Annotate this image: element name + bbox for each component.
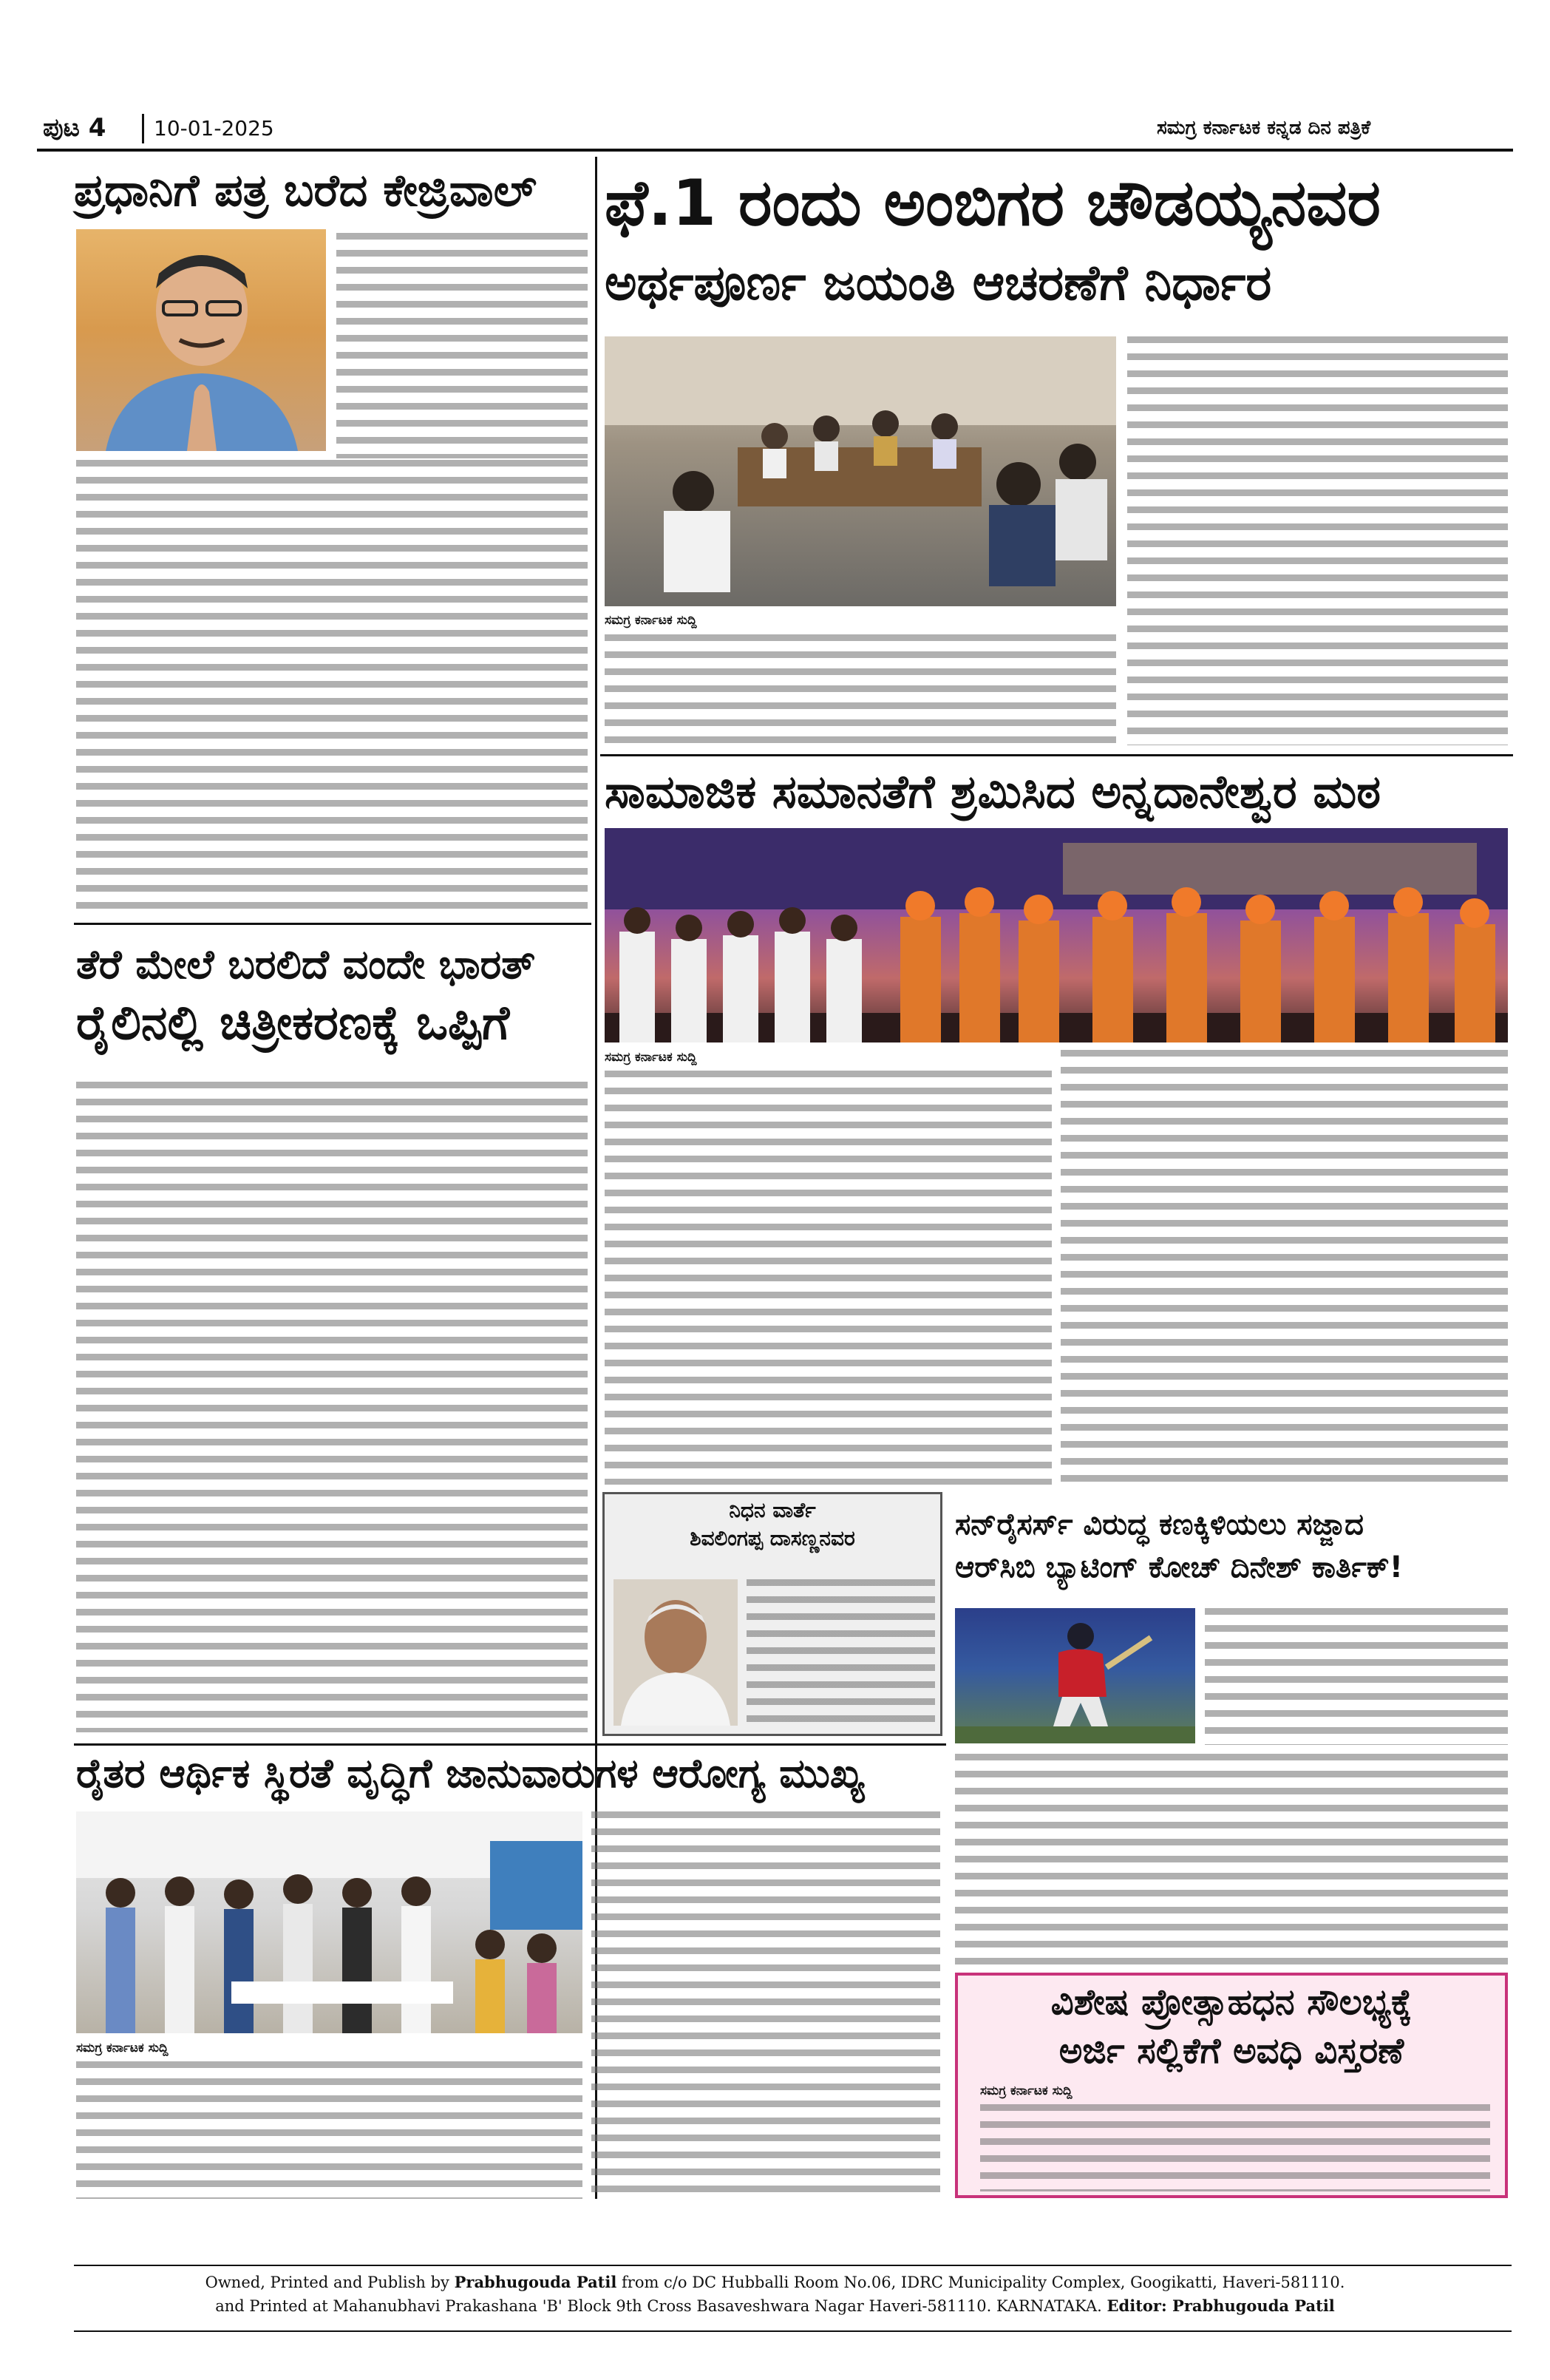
page-label: ಪುಟ 4 <box>43 113 106 143</box>
scholarship-body <box>980 2104 1490 2191</box>
scholarship-headline-2: ಅರ್ಜಿ ಸಲ್ಲಿಕೆಗೆ ಅವಧಿ ವಿಸ್ತರಣೆ <box>1058 2030 1404 2072</box>
vande-bharat-headline-1: ತೆರೆ ಮೇಲೆ ಬರಲಿದೆ ವಂದೇ ಭಾರತ್ <box>76 941 536 988</box>
kejriwal-headline: ಪ್ರಧಾನಿಗೆ ಪತ್ರ ಬರೆದ ಕೇಜ್ರಿವಾಲ್ <box>74 165 537 217</box>
livestock-body-col1 <box>76 2061 582 2199</box>
footer-rule-bottom <box>74 2330 1512 2332</box>
scholarship-byline: ಸಮಗ್ರ ಕರ್ನಾಟಕ ಸುದ್ದಿ <box>980 2084 1073 2098</box>
annadaneshwara-byline: ಸಮಗ್ರ ಕರ್ನಾಟಕ ಸುದ್ದಿ <box>605 1050 697 1065</box>
footer-address: from c/o DC Hubballi Room No.06, IDRC Municipality Complex, Googikatti, Haveri-581110. <box>616 2274 1345 2291</box>
ambigara-headline-1: ಫೆ.1 ರಂದು ಅಂಬಿಗರ ಚೌಡಯ್ಯನವರ <box>605 166 1381 240</box>
group-photo-icon <box>76 1811 582 2033</box>
livestock-photo <box>76 1811 582 2033</box>
meeting-scene-icon <box>605 336 1116 606</box>
portrait-icon <box>613 1579 738 1726</box>
ambigara-byline: ಸಮಗ್ರ ಕರ್ನಾಟಕ ಸುದ್ದಿ <box>605 613 697 628</box>
annadaneshwara-body-col1 <box>605 1071 1052 1485</box>
ambigara-body-below <box>605 634 1116 745</box>
masthead-divider <box>142 114 144 143</box>
obituary-portrait <box>613 1579 738 1726</box>
footer-line-1 <box>0 2273 1550 2291</box>
kejriwal-photo <box>76 229 326 451</box>
footer-rule-top <box>74 2265 1512 2266</box>
footer-line-2 <box>0 2296 1550 2315</box>
stage-event-icon <box>605 828 1508 1042</box>
footer-owner: Prabhugouda Patil <box>454 2273 617 2291</box>
cricketer-icon <box>955 1608 1195 1743</box>
footer-editor: Editor: Prabhugouda Patil <box>1107 2296 1335 2315</box>
issue-date: 10-01-2025 <box>154 116 274 140</box>
obituary-title: ನಿಧನ ವಾರ್ತೆ <box>729 1498 816 1522</box>
person-figure-icon <box>76 229 326 451</box>
livestock-byline: ಸಮಗ್ರ ಕರ್ನಾಟಕ ಸುದ್ದಿ <box>76 2041 169 2055</box>
footer-owned-prefix: Owned, Printed and Publish by <box>205 2274 455 2291</box>
livestock-headline: ರೈತರ ಆರ್ಥಿಕ ಸ್ಥಿರತೆ ವೃದ್ಧಿಗೆ ಜಾನುವಾರುಗಳ ಆರೋಗ್ಯ ಮುಖ್ಯ <box>76 1750 865 1797</box>
paper-name: ಸಮಗ್ರ ಕರ್ನಾಟಕ ಕನ್ನಡ ದಿನ ಪತ್ರಿಕೆ <box>1157 117 1371 139</box>
scholarship-box <box>955 1973 1508 2198</box>
rule-kejriwal-bottom <box>74 923 591 925</box>
vande-bharat-headline-2: ರೈಲಿನಲ್ಲಿ ಚಿತ್ರೀಕರಣಕ್ಕೆ ಒಪ್ಪಿಗೆ <box>76 996 510 1051</box>
ambigara-headline-2: ಅರ್ಥಪೂರ್ಣ ಜಯಂತಿ ಆಚರಣೆಗೆ ನಿರ್ಧಾರ <box>605 254 1272 311</box>
annadaneshwara-body-col2 <box>1061 1050 1508 1485</box>
karthik-headline-1: ಸನ್‌ರೈಸರ್ಸ್ ವಿರುದ್ಧ ಕಣಕ್ಕಿಳಿಯಲು ಸಜ್ಜಾದ <box>955 1508 1364 1542</box>
karthik-body-right <box>1205 1608 1508 1745</box>
masthead <box>37 111 1513 148</box>
vande-bharat-body <box>76 1082 588 1732</box>
rule-ambigara-bottom <box>600 754 1513 756</box>
obituary-name: ಶಿವಲಿಂಗಪ್ಪ ದಾಸಣ್ಣನವರ <box>690 1526 855 1550</box>
obituary-body <box>747 1579 935 1727</box>
obituary-box <box>602 1492 942 1736</box>
ambigara-body-right <box>1127 336 1508 745</box>
ambigara-meeting-photo <box>605 336 1116 606</box>
karthik-photo <box>955 1608 1195 1743</box>
masthead-rule <box>37 149 1513 152</box>
livestock-body-col2 <box>591 1811 940 2199</box>
scholarship-headline-1: ವಿಶೇಷ ಪ್ರೋತ್ಸಾಹಧನ ಸೌಲಭ್ಯಕ್ಕೆ <box>1050 1981 1413 2023</box>
rule-livestock-top <box>74 1743 946 1746</box>
kejriwal-body-col1 <box>336 233 588 458</box>
karthik-headline-2: ಆರ್‌ಸಿಬಿ ಬ್ಯಾಟಿಂಗ್ ಕೋಚ್ ದಿನೇಶ್ ಕಾರ್ತಿಕ್! <box>955 1550 1403 1584</box>
annadaneshwara-headline: ಸಾಮಾಜಿಕ ಸಮಾನತೆಗೆ ಶ್ರಮಿಸಿದ ಅನ್ನದಾನೇಶ್ವರ ಮಠ <box>605 764 1381 818</box>
kejriwal-body-full <box>76 460 588 911</box>
karthik-body-full <box>955 1754 1508 1964</box>
footer-printed-at: and Printed at Mahanubhavi Prakashana 'B' Block 9th Cross Basaveshwara Nagar Haveri-581110. KARNATAKA. <box>215 2297 1107 2315</box>
annadaneshwara-event-photo <box>605 828 1508 1042</box>
